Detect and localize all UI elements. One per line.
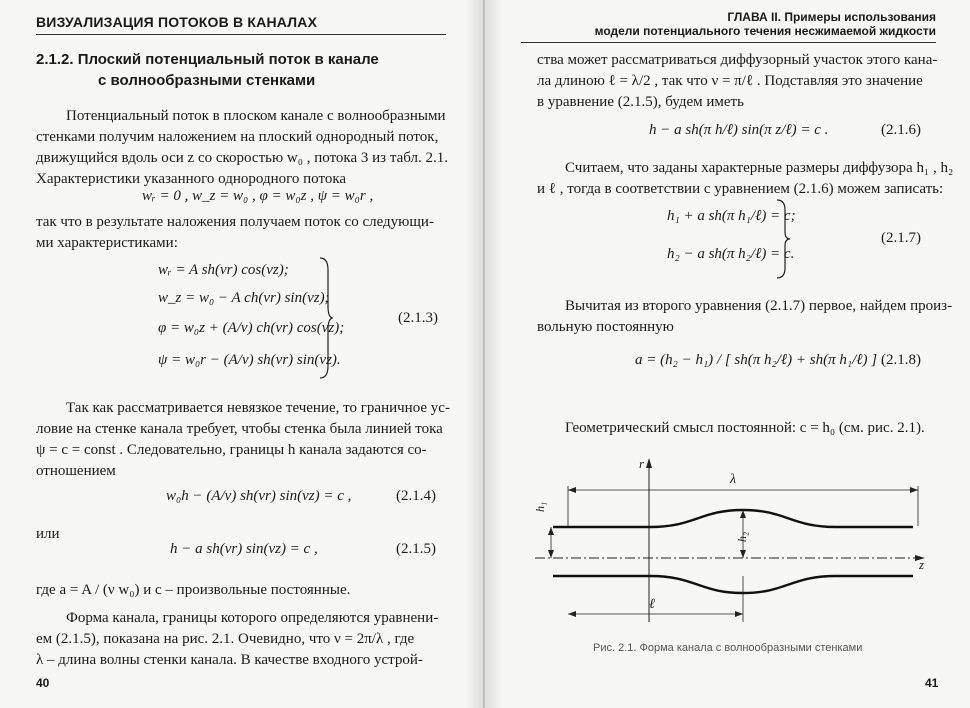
paragraph-line: λ – длина волны стенки канала. В качестве входного устрой- <box>36 652 423 668</box>
paragraph-line: Характеристики указанного однородного потока <box>36 171 347 187</box>
equation-number: (2.1.4) <box>396 488 436 504</box>
figure-label-z: z <box>919 557 925 572</box>
paragraph-line: где a = A / (ν w₀) и c – произвольные постоянные. <box>36 582 351 598</box>
paragraph-line: Геометрический смысл постоянной: c = h₀ (см. рис. 2.1). <box>565 420 925 436</box>
running-head-subtitle: модели потенциального течения несжимаемой жидкости <box>594 24 936 38</box>
equation-2-1-4: w₀h − (A/ν) sh(νr) sin(νz) = c , <box>166 488 352 504</box>
equation-uniform-flow: wᵣ = 0 , w_z = w₀ , φ = w₀z , ψ = w₀r , <box>142 188 374 204</box>
equation-2-1-3-line3: φ = w₀z + (A/ν) ch(νr) cos(νz); <box>158 320 345 336</box>
section-title-line1: 2.1.2. Плоский потенциальный поток в канале <box>36 51 379 68</box>
equation-2-1-7-line1: h₁ + a sh(π h₁/ℓ) = c; <box>667 208 796 224</box>
section-title-line2: с волнообразными стенками <box>98 72 316 89</box>
left-page <box>0 0 484 708</box>
paragraph-line: так что в результате наложения получаем поток со следующи- <box>36 214 434 230</box>
paragraph-line: Форма канала, границы которого определяются уравнени- <box>66 610 439 626</box>
figure-label-h2: h₂ <box>735 531 749 542</box>
figure-caption: Рис. 2.1. Форма канала с волнообразными стенками <box>593 642 863 654</box>
paragraph-line: Потенциальный поток в плоском канале с волнообразными <box>66 108 446 124</box>
equation-2-1-3-line4: ψ = w₀r − (A/ν) sh(νr) sin(νz). <box>158 352 341 368</box>
paragraph-line: движущийся вдоль оси z со скоростью w₀ , потока 3 из табл. 2.1. <box>36 150 448 166</box>
equation-number: (2.1.5) <box>396 541 436 557</box>
right-page <box>485 0 970 708</box>
header-rule <box>521 42 936 43</box>
equation-2-1-3-line1: wᵣ = A sh(νr) cos(νz); <box>158 262 289 278</box>
paragraph-line: ла длиною ℓ = λ/2 , так что ν = π/ℓ . Подставляя это значение <box>537 73 923 89</box>
page-number-right: 41 <box>925 676 939 690</box>
paragraph-line: ми характеристиками: <box>36 235 178 251</box>
figure-label-r: r <box>639 456 645 471</box>
equation-number: (2.1.6) <box>881 122 921 138</box>
figure-label-lambda: λ <box>730 472 737 487</box>
paragraph-line: ловие на стенке канала требует, чтобы стенка была линией тока <box>36 421 443 437</box>
running-head-chapter: ГЛАВА II. Примеры использования <box>727 10 936 24</box>
equation-2-1-8: a = (h₂ − h₁) / [ sh(π h₂/ℓ) + sh(π h₁/ℓ) ] . <box>635 352 885 368</box>
equation-number: (2.1.3) <box>398 310 438 326</box>
equation-2-1-7-line2: h₂ − a sh(π h₂/ℓ) = c. <box>667 246 795 262</box>
paragraph-line: ем (2.1.5), показана на рис. 2.1. Очевидно, что ν = 2π/λ , где <box>36 631 415 647</box>
equation-number: (2.1.8) <box>881 352 921 368</box>
paragraph-line: вольную постоянную <box>537 319 674 335</box>
header-rule <box>36 34 446 35</box>
equation-number: (2.1.7) <box>881 230 921 246</box>
paragraph-line: отношением <box>36 463 116 479</box>
paragraph-line: или <box>36 526 60 542</box>
paragraph-line: стенками получим наложением на плоский однородный поток, <box>36 129 439 145</box>
figure-label-l: ℓ <box>649 597 655 612</box>
equation-2-1-6: h − a sh(π h/ℓ) sin(π z/ℓ) = c . <box>649 122 829 138</box>
paragraph-line: Так как рассматривается невязкое течение, то граничное ус- <box>66 400 450 416</box>
running-head-right <box>595 10 936 38</box>
paragraph-line: и ℓ , тогда в соответствии с уравнением (2.1.6) можем записать: <box>537 181 944 197</box>
paragraph-line: ства может рассматриваться диффузорный участок этого кана- <box>537 52 938 68</box>
paragraph-line: в уравнение (2.1.5), будем иметь <box>537 94 744 110</box>
page-number-left: 40 <box>36 676 50 690</box>
curly-brace <box>775 198 791 280</box>
equation-2-1-5: h − a sh(νr) sin(νz) = c , <box>170 541 318 557</box>
curly-brace <box>318 256 334 380</box>
paragraph-line: ψ = c = const . Следовательно, границы h канала задаются со- <box>36 442 427 458</box>
paragraph-line: Вычитая из второго уравнения (2.1.7) первое, найдем произ- <box>565 298 953 314</box>
figure-label-h1: h₁ <box>533 501 547 512</box>
paragraph-line: Считаем, что заданы характерные размеры диффузора h₁ , h₂ <box>565 160 954 176</box>
equation-2-1-3-line2: w_z = w₀ − A ch(νr) sin(νz); <box>158 290 330 306</box>
running-head-left: ВИЗУАЛИЗАЦИЯ ПОТОКОВ В КАНАЛАХ <box>36 14 318 30</box>
